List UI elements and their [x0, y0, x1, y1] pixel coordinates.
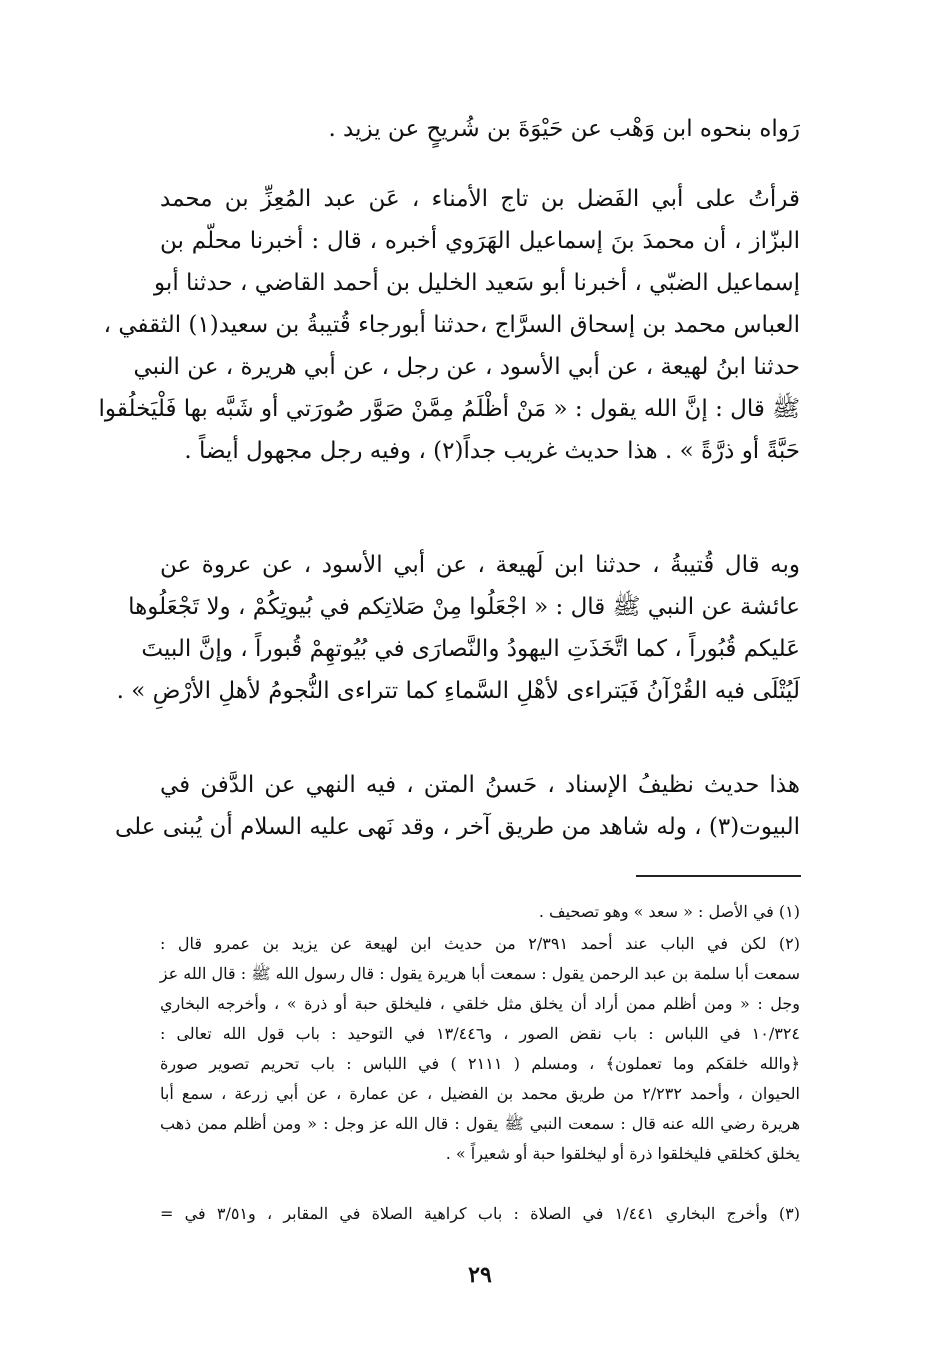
footnote-separator: [636, 875, 801, 877]
footnote-1: [160, 897, 800, 927]
footnote-line: الحيوان ، وأحمد ٢/٢٣٢ من طريق محمد بن الفضيل ، عن عمارة ، عن أبي زرعة ، سمع أبا: [160, 1084, 800, 1103]
footnote-line: (٢) لكن في الباب عند أحمد ٢/٣٩١ من حديث ابن لهيعة عن يزيد بن عمرو قال :: [160, 934, 800, 953]
text-line: قرأتُ على أبي الفَضل بن تاج الأمناء ، عَن عبد المُعِزِّ بن محمد: [160, 186, 800, 212]
text-line: عائشة عن النبي ﷺ قال : « اجْعَلُوا مِنْ صَلاتِكم في بُيوتِكُمْ ، ولا تَجْعَلُوها: [128, 594, 800, 620]
text-line: البيوت(٣) ، وله شاهد من طريق آخر ، وقد نَهى عليه السلام أن يُبنى على: [114, 814, 800, 840]
text-line: وبه قال قُتيبةُ ، حدثنا ابن لَهيعة ، عن أبي الأسود ، عن عروة عن: [160, 552, 800, 578]
paragraph-2: [98, 178, 800, 472]
footnote-line: ﴿والله خلقكم وما تعملون﴾ ، ومسلم ( ٢١١١ ) في اللباس : باب تحريم تصوير صورة: [160, 1054, 800, 1073]
footnote-line: ١٠/٣٢٤ في اللباس : باب نقض الصور ، و١٣/٤٤٦ في التوحيد : باب قول الله تعالى :: [160, 1024, 800, 1043]
text-line: ﷺ قال : إنَّ الله يقول : « مَنْ أظْلَمُ مِمَّنْ صَوَّر صُورَتي أو شَبَّه بها فَلْيَخلُقوا: [98, 396, 800, 422]
text-line: رَواه بنحوه ابن وَهْب عن حَيْوَةَ بن شُريحٍ عن يزيد .: [328, 116, 800, 142]
text-line: العباس محمد بن إسحاق السرَّاج ،حدثنا أبورجاء قُتيبةُ بن سعيد(١) الثقفي ،: [103, 312, 800, 338]
footnote-line: سمعت أبا سلمة بن عبد الرحمن يقول : سمعت أبا هريرة يقول : قال رسول الله ﷺ : قال الله عز: [159, 964, 800, 983]
page-number: ٢٩: [468, 1262, 492, 1288]
footnote-line: وجل : « ومن أظلم ممن أراد أن يخلق مثل خلقي ، فليخلق حبة أو ذرة » ، وأخرجه البخاري: [160, 994, 800, 1013]
footnote-line: (١) في الأصل : « سعد » وهو تصحيف .: [538, 902, 800, 921]
footnote-line: هريرة رضي الله عنه قال : سمعت النبي ﷺ يقول : قال الله عز وجل : « ومن أظلم ممن ذهب: [160, 1114, 801, 1133]
text-line: إسماعيل الضبّي ، أخبرنا أبو سَعيد الخليل بن أحمد القاضي ، حدثنا أبو: [154, 270, 800, 296]
paragraph-1: [160, 108, 800, 150]
text-line: عَليكم قُبُوراً ، كما اتَّخَذَتِ اليهودُ والنَّصارَى في بُيُوتهِمْ قُبوراً ، وإنَّ البيتَ: [141, 636, 800, 662]
footnote-2: [160, 929, 800, 1169]
text-line: حدثنا ابنُ لهيعة ، عن أبي الأسود ، عن رجل ، عن أبي هريرة ، عن النبي: [133, 354, 800, 380]
footnote-line: (٣) وأخرج البخاري ١/٤٤١ في الصلاة : باب كراهية الصلاة في المقابر ، و٣/٥١ في =: [160, 1204, 801, 1223]
footnote-line: يخلق كخلقي فليخلقوا ذرة أو ليخلقوا حبة أو شعيراً » .: [445, 1144, 800, 1163]
text-line: هذا حديث نظيفُ الإسناد ، حَسنُ المتن ، فيه النهي عن الدَّفن في: [160, 772, 800, 798]
paragraph-4: [114, 764, 800, 848]
paragraph-3: [116, 544, 800, 712]
text-line: لَيُتْلَى فيه القُرْآنُ فَيَتراءى لأهْلِ السَّماءِ كما تتراءى النُّجومُ لأهلِ الأرْضِ » .: [116, 678, 800, 704]
footnote-3: [160, 1199, 800, 1229]
text-line: حَبَّةً أو ذرَّةً » . هذا حديث غريب جداً(٢) ، وفيه رجل مجهول أيضاً .: [184, 438, 800, 464]
text-line: البزّاز ، أن محمدَ بنَ إسماعيل الهَرَوي أخبره ، قال : أخبرنا محلّم بن: [160, 228, 800, 254]
